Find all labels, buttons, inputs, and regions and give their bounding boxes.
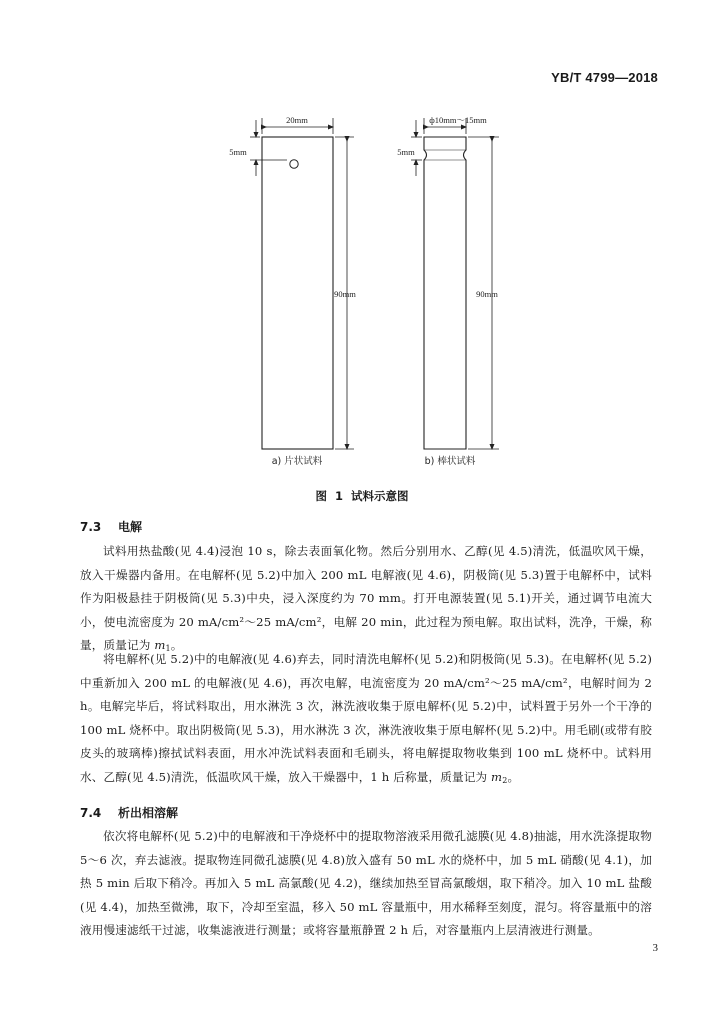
specimen-diagram <box>0 110 724 480</box>
plate-width-label: 20mm <box>286 115 308 125</box>
section-7-3-number: 7.3 <box>80 520 102 534</box>
plate-specimen <box>262 137 333 449</box>
plate-height-label: 90mm <box>334 289 356 299</box>
section-7-3-paragraph-1 <box>80 540 652 658</box>
standard-code: YB/T 4799—2018 <box>551 70 658 85</box>
rod-specimen <box>424 137 466 449</box>
section-7-3-paragraph-2 <box>80 648 652 789</box>
paragraph-end: 。 <box>170 638 183 652</box>
rod-height-label: 90mm <box>476 289 498 299</box>
paragraph-text: 将电解杯(见 5.2)中的电解液(见 4.6)弃去，同时清洗电解杯(见 5.2)和阴极筒(见 5.3)。在电解杯(见 5.2)中重新加入 200 mL 的电解液(见 4.6)，再次电解，电流密度为 20 mA/cm²～25 mA/cm²，电解时间为 2 h。电解完毕后，将试料取出，用水淋洗 3 次，淋洗液收集于原电解杯(见 5.2)中，试料置于另外一个干净的 100 mL 烧杯中。取出阴极筒(见 5.3)，用水淋洗 3 次，淋洗液收集于原电解杯(见 5.2)中。用毛刷(或带有胶皮头的玻璃棒)擦拭试料表面，用水冲洗试料表面和毛刷头，将电解提取物收集到 100 mL 烧杯中。试料用水、乙醇(见 4.5)清洗，低温吹风干燥，放入干燥器中，1 h 后称量，质量记为 <box>80 652 652 784</box>
figure-1 <box>0 110 724 480</box>
section-7-4-paragraph-1: 依次将电解杯(见 5.2)中的电解液和干净烧杯中的提取物溶液采用微孔滤膜(见 4.8)抽滤，用水洗涤提取物 5～6 次，弃去滤液。提取物连同微孔滤膜(见 4.8)放入盛有 50 mL 水的烧杯中，加 5 mL 硝酸(见 4.1)，加热 5 min 后取下稍冷。再加入 5 mL 高氯酸(见 4.2)，继续加热至冒高氯酸烟，取下稍冷。加入 10 mL 盐酸(见 4.4)，加热至微沸，取下，冷却至室温，移入 50 mL 容量瓶中，用水稀释至刻度，混匀。将容量瓶中的溶液用慢速滤纸干过滤，收集滤液进行测量；或将容量瓶静置 2 h 后，对容量瓶内上层清液进行测量。 <box>80 829 652 937</box>
plate-top-dimension <box>250 120 287 176</box>
figure-title: 图 1 试料示意图 <box>315 489 409 503</box>
mass-variable: m <box>491 769 503 784</box>
section-7-3-title: 电解 <box>118 520 143 534</box>
paragraph-text: 试料用热盐酸(见 4.4)浸泡 10 s，除去表面氧化物。然后分别用水、乙醇(见 4.5)清洗，低温吹风干燥，放入干燥器内备用。在电解杯(见 5.2)中加入 200 mL 电解液(见 4.6)，阴极筒(见 5.3)置于电解杯中，试料作为阳极悬挂于阴极筒(见 5.3)中央，浸入深度约为 70 mm。打开电源装置(见 5.1)开关，通过调节电流大小，使电流密度为 20 mA/cm²～25 mA/cm²，电解 20 min，此过程为预电解。取出试料，洗净，干燥，称量，质量记为 <box>80 544 652 652</box>
mass-subscript: 1 <box>165 644 171 653</box>
rod-caption: b) 棒状试料 <box>424 456 476 467</box>
rod-width-label: ф10mm～15mm <box>429 115 487 125</box>
mass-subscript: 2 <box>502 775 508 785</box>
section-7-4-heading <box>80 804 178 821</box>
section-7-4-title: 析出相溶解 <box>118 806 179 820</box>
section-7-4-number: 7.4 <box>80 806 102 820</box>
rod-top-label: 5mm <box>397 147 415 157</box>
paragraph-end: 。 <box>507 769 520 784</box>
plate-top-label: 5mm <box>229 147 247 157</box>
mass-variable: m <box>154 638 166 652</box>
section-7-3-heading <box>80 518 142 535</box>
page-number: 3 <box>652 942 658 954</box>
plate-caption: a) 片状试料 <box>271 456 323 467</box>
